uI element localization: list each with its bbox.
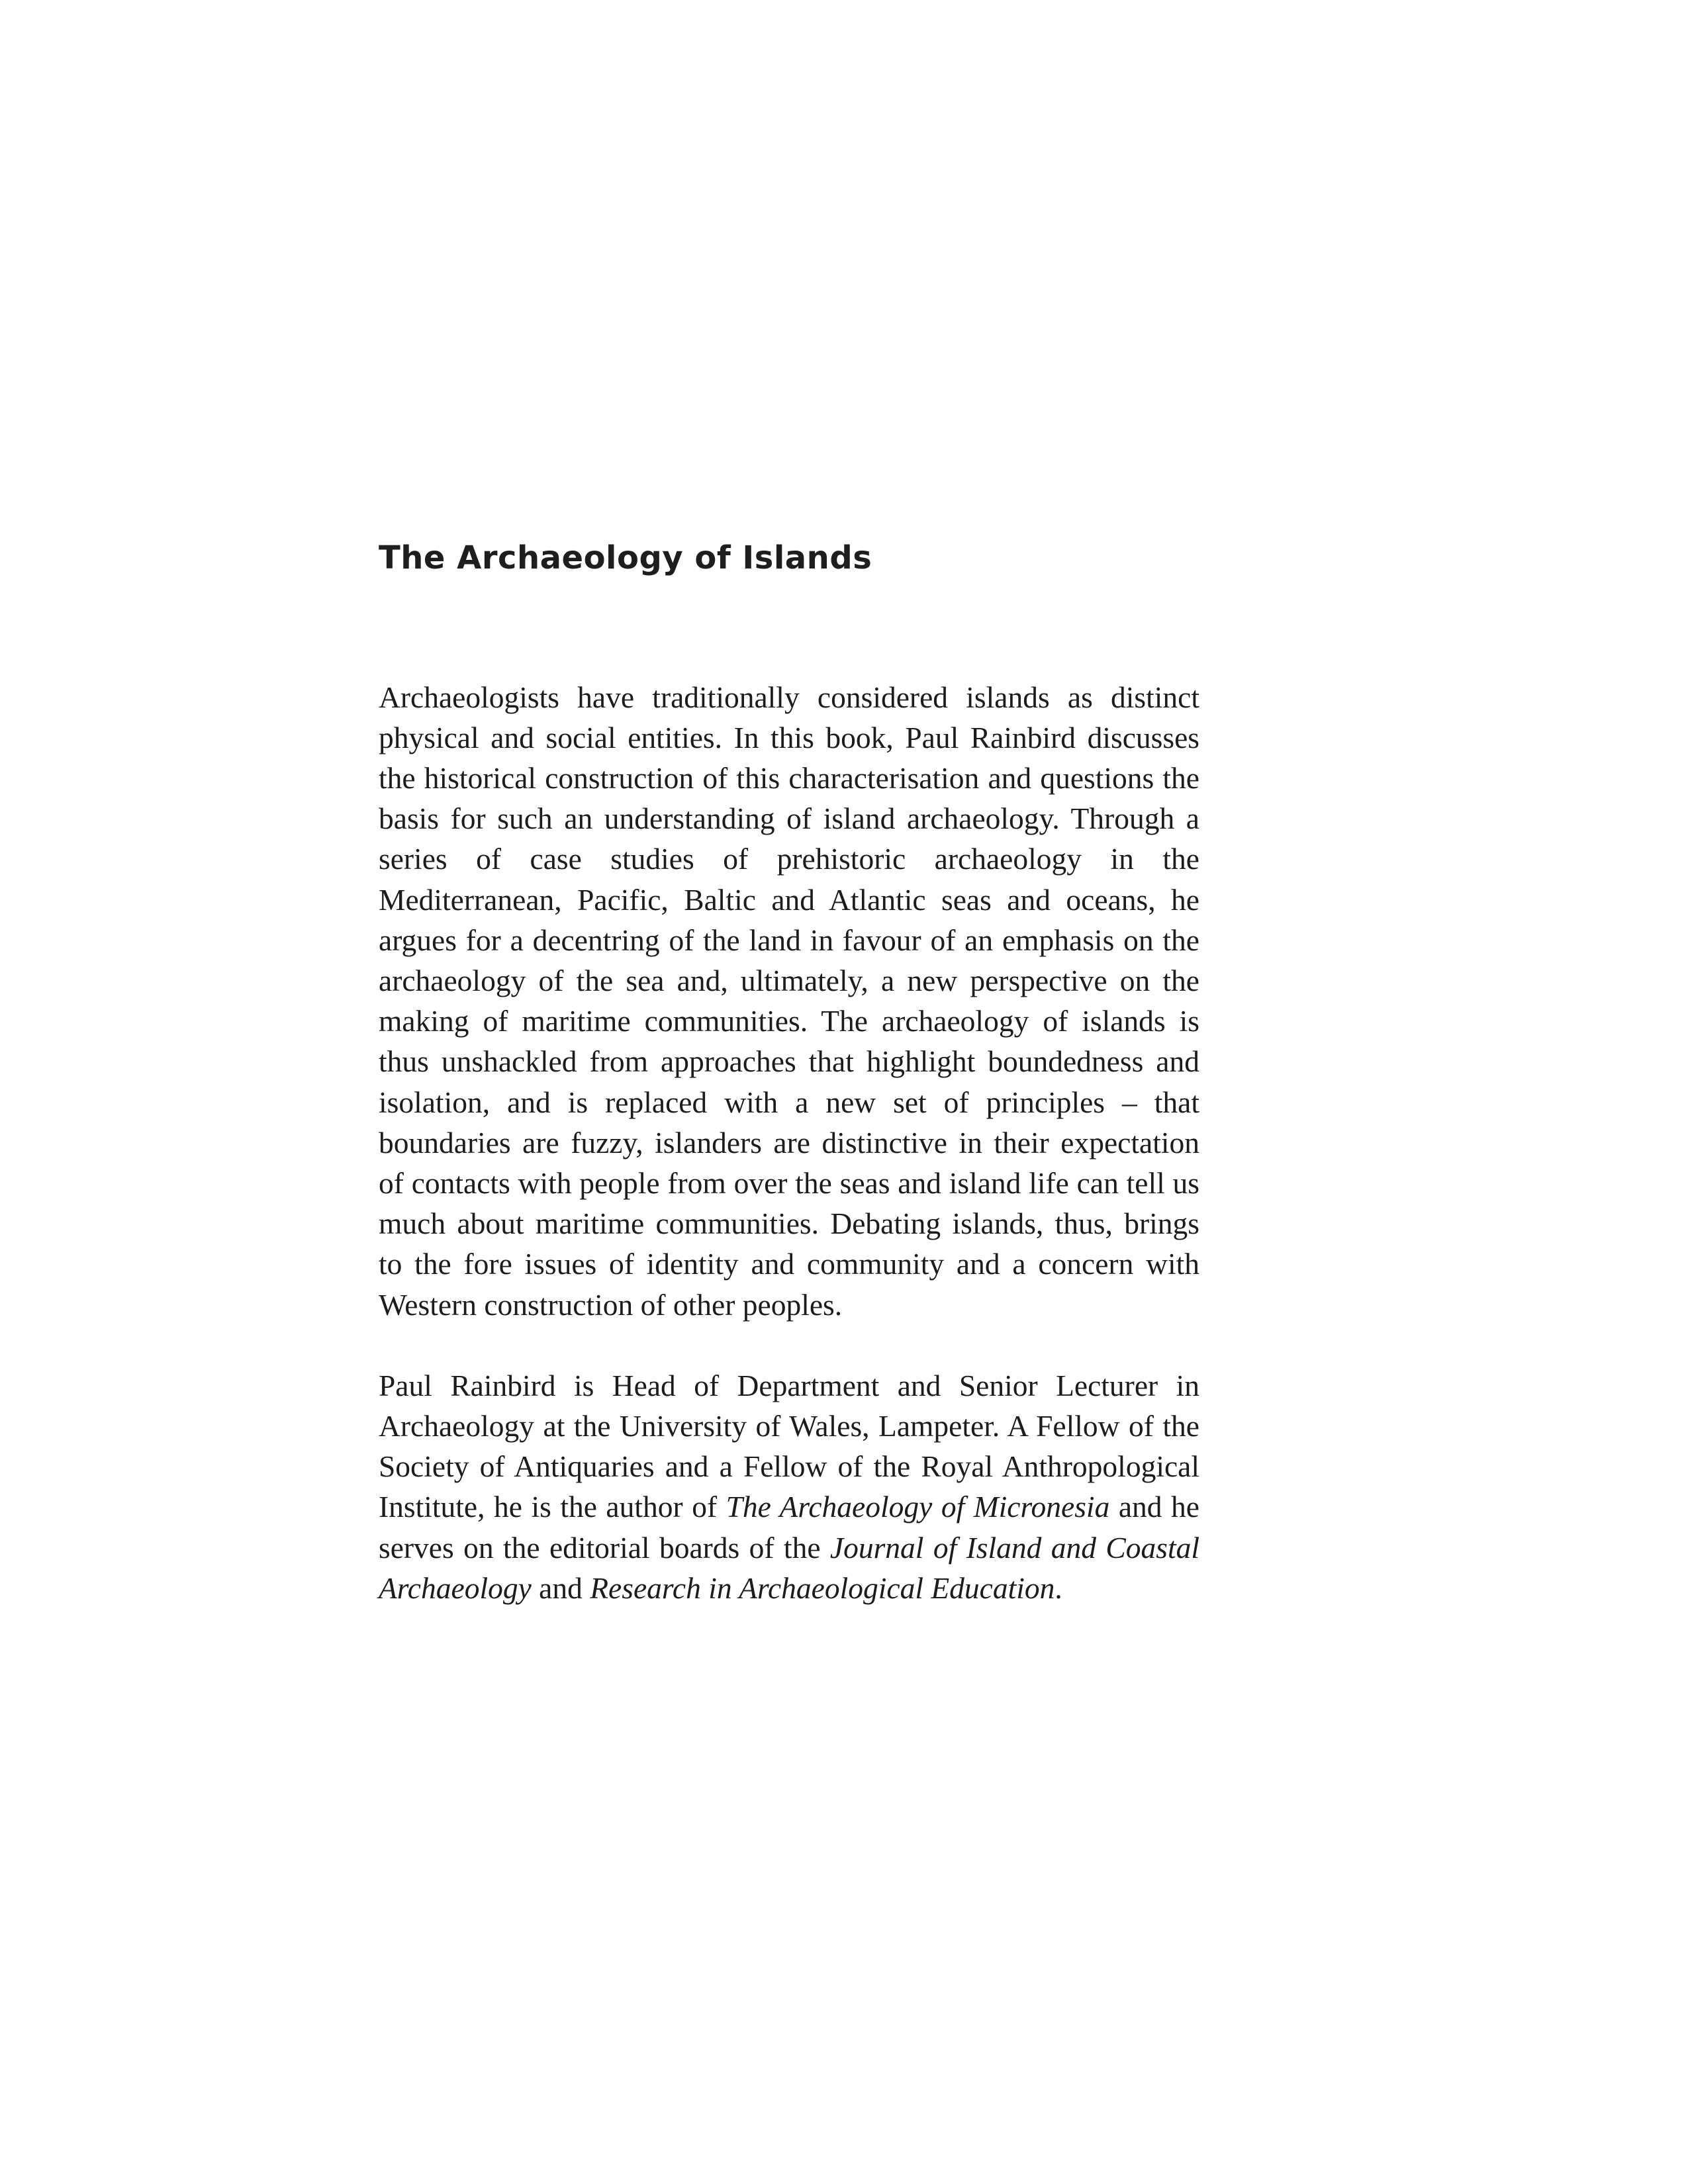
bio-intro-text: Paul Rainbird is Head of Department and Senior Lecturer in Archaeology at the University of Wales, Lampeter. A Fellow of the Society of Antiquaries and a Fellow of the Royal Anthropological Institute, he is the author of xyxy=(379,1368,1199,1524)
journal-title-2: Research in Archaeological Education xyxy=(590,1570,1055,1605)
page-title: The Archaeology of Islands xyxy=(379,539,872,576)
bio-end-text: . xyxy=(1055,1570,1062,1605)
author-bio xyxy=(379,1365,1199,1608)
book-description: Archaeologists have traditionally considered islands as distinct physical and social entities. In this book, Paul Rainbird discusses the historical construction of this characterisation and questions the basis for such an understanding of island archaeology. Through a series of case studies of prehistoric archaeology in the Mediterranean, Pacific, Baltic and Atlantic seas and oceans, he argues for a decentring of the land in favour of an emphasis on the archaeology of the sea and, ultimately, a new perspective on the making of maritime communities. The archaeology of islands is thus unshackled from approaches that highlight boundedness and isolation, and is replaced with a new set of principles – that boundaries are fuzzy, islanders are distinctive in their expectation of contacts with people from over the seas and island life can tell us much about maritime communities. Debating islands, thus, brings to the fore issues of identity and community and a concern with Western construction of other peoples. xyxy=(379,680,1199,1322)
page-content xyxy=(379,539,1199,1608)
journal-title-1: Journal of Island and Coastal Archaeology xyxy=(379,1530,1199,1605)
book-title-reference: The Archaeology of Micronesia xyxy=(726,1490,1110,1524)
bio-mid-text: and he serves on the editorial boards of the xyxy=(379,1490,1199,1565)
bio-and-text: and xyxy=(531,1570,590,1605)
